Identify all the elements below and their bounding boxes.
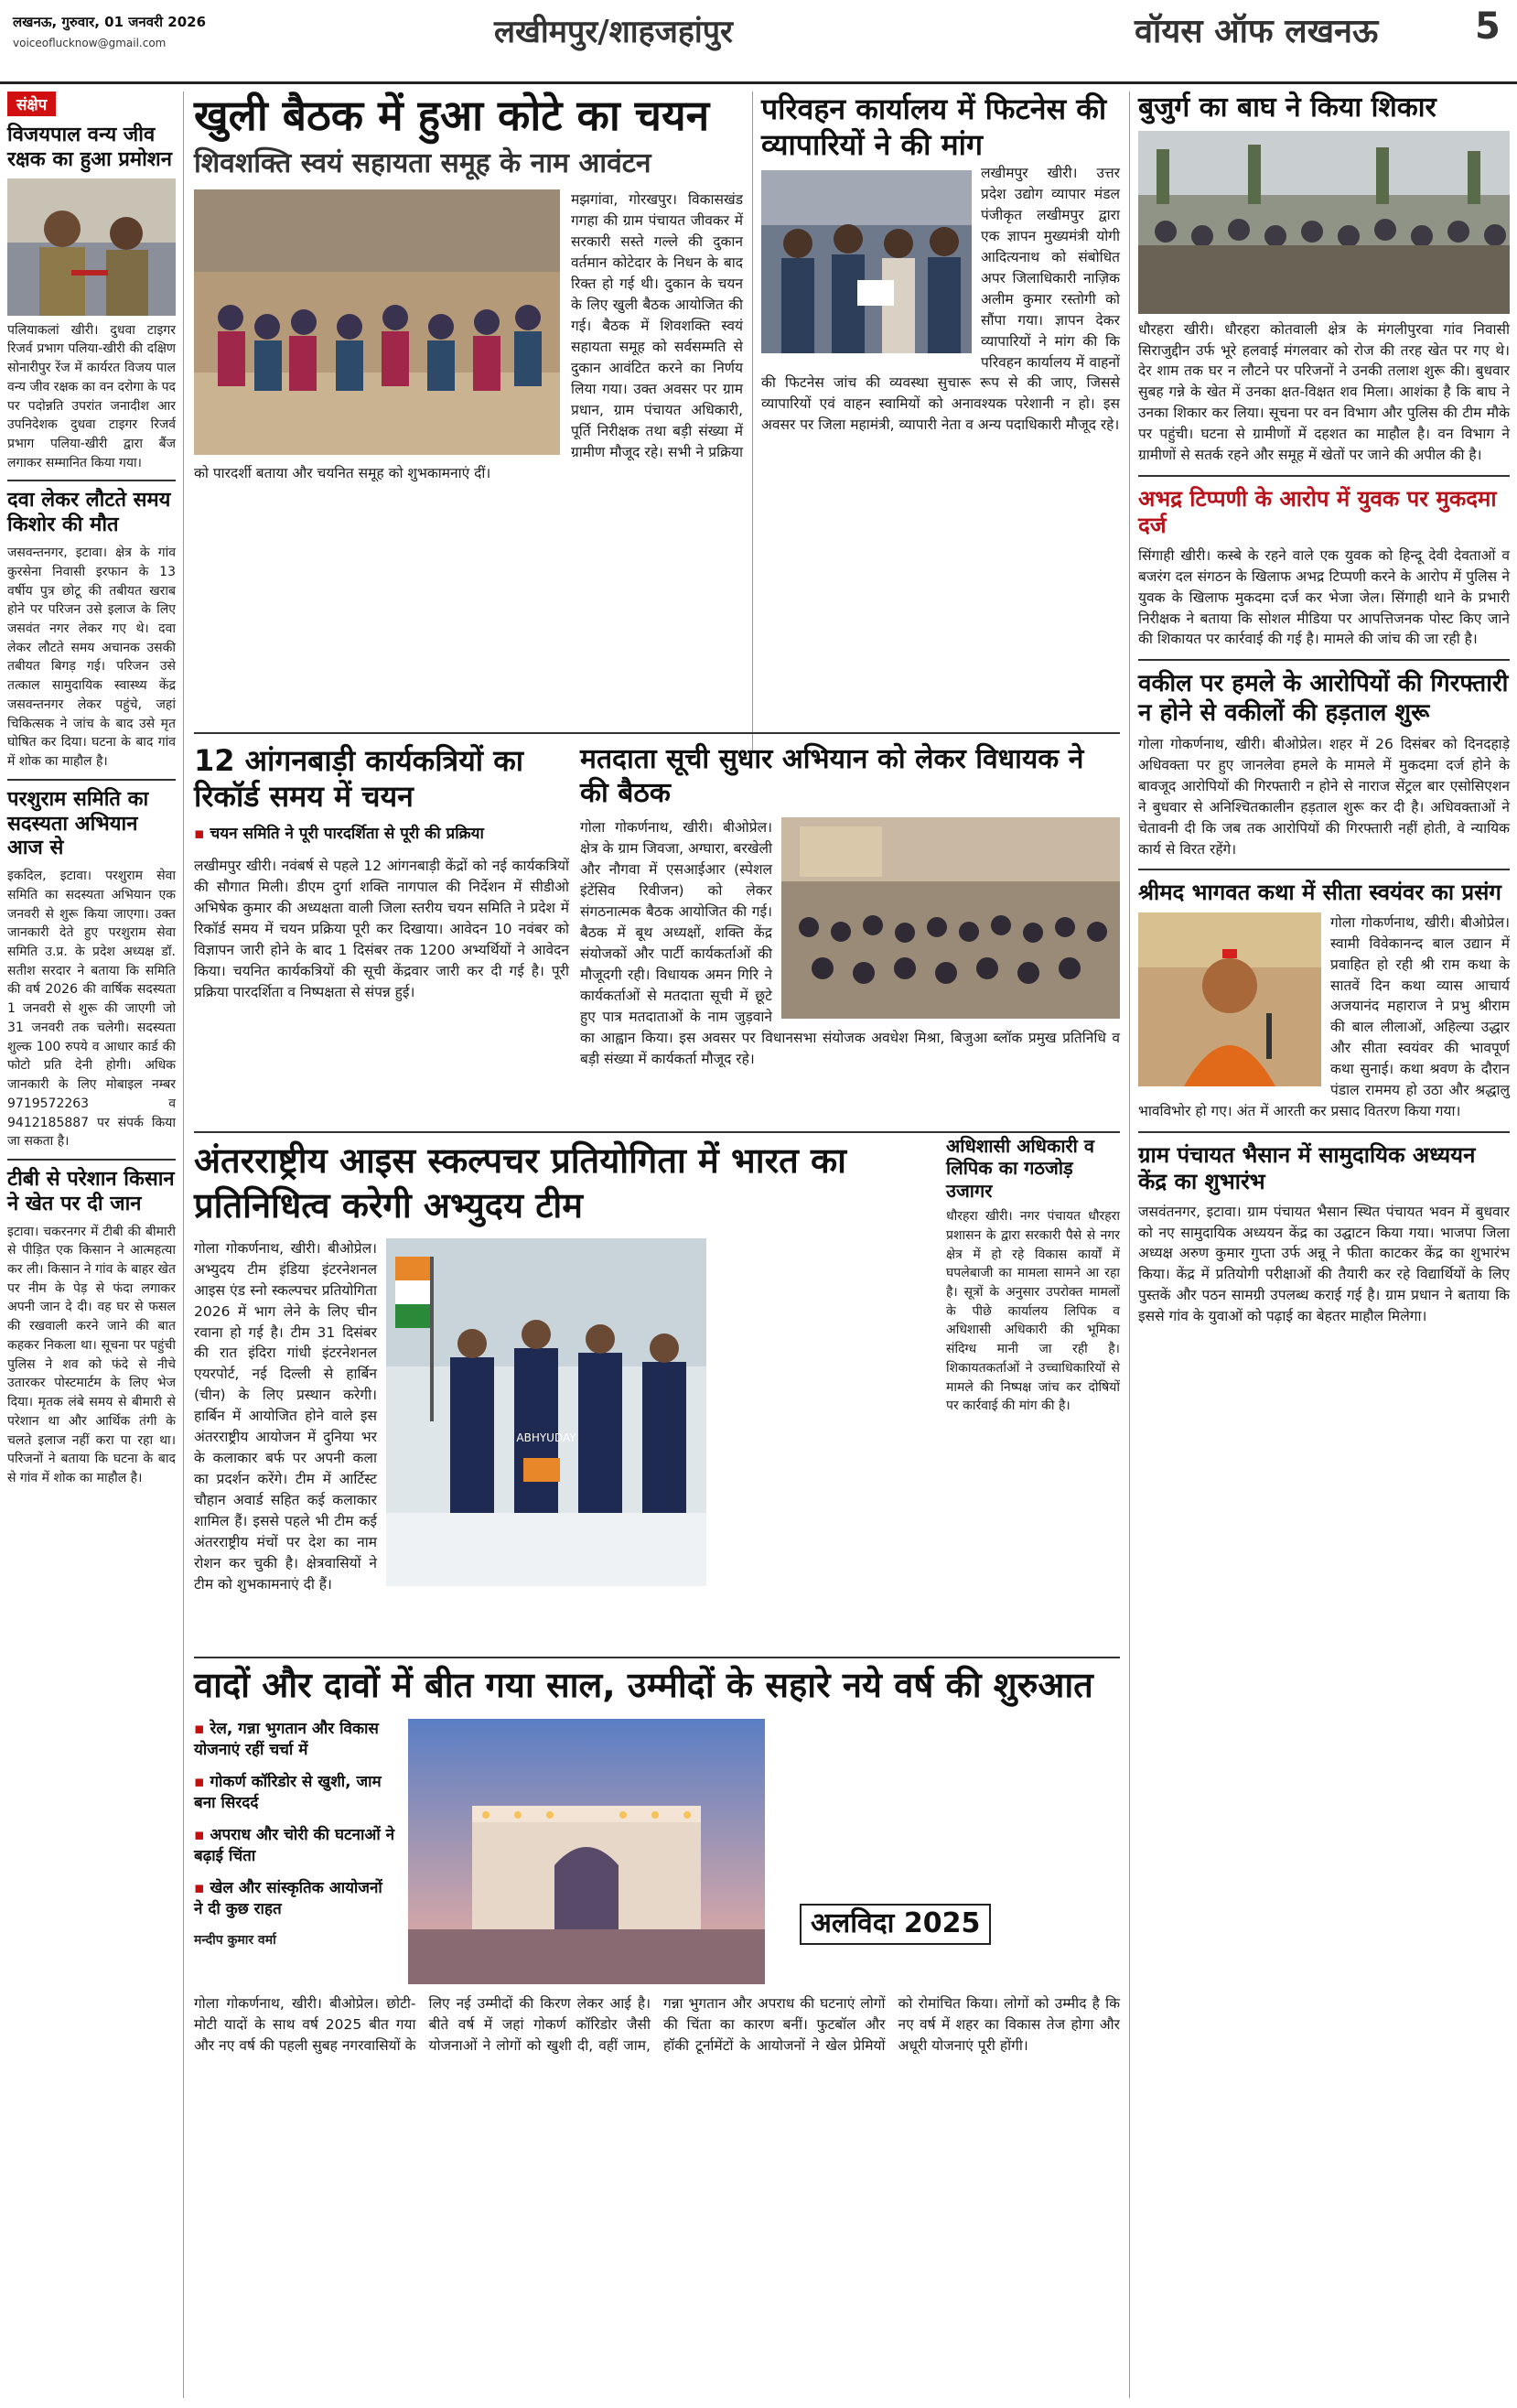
memorandum-photo <box>761 170 972 353</box>
separator <box>194 732 1120 734</box>
adhishasi-headline: अधिशासी अधिकारी व लिपिक का गठजोड़ उजागर <box>946 1135 1094 1202</box>
separator <box>194 1657 1120 1658</box>
right-column <box>1138 92 1510 2398</box>
brief-headline: दवा लेकर लौटते समय किशोर की मौत <box>7 489 171 537</box>
edition-title: लखीमपुर/शाहजहांपुर <box>494 14 733 50</box>
brief-headline: परशुराम समिति का सदस्यता अभियान आज से <box>7 787 149 860</box>
adhishasi-body: धौरहरा खीरी। नगर पंचायत धौरहरा प्रशासन के द्वारा सरकारी पैसे से नगर क्षेत्र में हो रहे विकास कार्यों में घपलेबाजी का मामला सामने आ रहा है। सूत्रों के अनुसार उपरोक्त मामलों के पीछे कार्यालय लिपिक व अधिशासी अधिकारी की भूमिका संदिग्ध मानी जा रही है। शिकायतकर्ताओं ने उच्चाधिकारियों से मामले की निष्पक्ष जांच कर दोषियों पर कार्रवाई की मांग की है। <box>946 1209 1120 1414</box>
column-divider <box>752 92 753 750</box>
matdata-body: गोला गोकर्णनाथ, खीरी। बीओप्रेल। क्षेत्र के ग्राम जिवजा, अग्घारा, बरखेली और नौगवा में एसआईआर (स्पेशल इंटेंसिव रिवीजन) को लेकर संगठनात्मक बैठक आयोजित की गई। बैठक में बूथ अध्यक्षों, शक्ति केंद्र संयोजकों और पार्टी कार्यकर्ताओं की मौजूदगी रही। विधायक अमन गिरि ने कार्यकर्ताओं से मतदाता सूची में छूटे हुए पात्र मतदाताओं के नाम जुड़वाने का आह्वान किया। इस अवसर पर विधानसभा संयोजक अवधेश मिश्रा, बिजुआ ब्लॉक प्रमुख प्रतिनिधि व बड़ी संख्या में कार्यकर्ता मौजूद रहे। <box>580 819 1120 1067</box>
abhadra-headline: अभद्र टिप्पणी के आरोप में युवक पर मुकदमा दर्ज <box>1138 486 1497 539</box>
anganwadi-body: लखीमपुर खीरी। नवंबर्ष से पहले 12 आंगनबाड़ी केंद्रों को नई कार्यकत्रियों की सौगात मिली। डीएम दुर्गा शक्ति नागपाल की निर्देशन में सीडीओ अभिषेक कुमार की अध्यक्षता वाली जिला स्तरीय चयन समिति ने प्रदेश में रिकॉर्ड समय में चयन प्रक्रिया पूरी कर दिखाया। आवेदन 10 नवंबर को विज्ञापन जारी होने के बाद 1 दिसंबर तक 1200 अभ्यर्थियों ने आवेदन किया। चयनित कार्यकत्रियों की सूची केंद्रवार जारी कर दी गई है। पूरी प्रक्रिया पारदर्शिता व निष्पक्षता से संपन्न हुई। <box>194 858 569 1000</box>
vidhayak-meeting-photo <box>781 817 1120 1019</box>
newspaper-logo: वॉयस ऑफ लखनऊ <box>1135 13 1379 50</box>
page-number: 5 <box>1475 5 1501 48</box>
brief-body: इटावा। चकरनगर में टीबी की बीमारी से पीड़ित एक किसान ने आत्महत्या कर ली। किसान ने गांव के बाहर खेत पर नीम के पेड़ से फंदा लगाकर अपनी जान दे दी। वह घर से फसल की रखवाली करने जाने की बात कहकर निकला था। सूचना पर पहुंची पुलिस ने शव को फंदे से नीचे उतारकर पोस्टमार्टम के लिए भेज दिया। मृतक लंबे समय से बीमारी से परेशान था और आर्थिक तंगी के चलते इलाज नहीं करा पा रहा था। परिजनों ने बताया कि घटना के बाद से गांव में शोक का माहौल है। <box>7 1224 176 1485</box>
brief-body: पलियाकलां खीरी। दुधवा टाइगर रिजर्व प्रभाग पलिया-खीरी की दक्षिण सोनारीपुर रेंज में कार्यरत विजय पाल वन्य जीव रक्षक का वन दरोगा के पद पर पदोन्नति उपरांत जनादीश आर उपनिदेशक दुधवा टाइगर रिजर्व प्रभाग पलिया-खीरी द्वारा बैंज लगाकर सम्मानित किया गया। <box>7 322 176 470</box>
brief-news-column <box>7 92 176 2398</box>
year-headline: वादों और दावों में बीत गया साल, उम्मीदों के सहारे नये वर्ष की शुरुआत <box>194 1665 1093 1705</box>
separator <box>7 1159 176 1161</box>
lead-story <box>194 92 743 723</box>
matdata-story <box>580 743 1120 1128</box>
byline: मन्दीप कुमार वर्मा <box>194 1932 276 1948</box>
separator <box>1138 475 1510 477</box>
anganwadi-story <box>194 743 569 1128</box>
lead-body: मझगांवा, गोरखपुर। विकासखंड गगहा की ग्राम पंचायत जीवकर में सरकारी सस्ते गल्ले की दुकान वर्तमान कोटेदार के निधन के बाद रिक्त हो गई थी। दुकान के चयन के लिए खुली बैठक आयोजित की गई। बैठक में शिवशक्ति स्वयं सहायता समूह को सर्वसम्मति से दुकान आवंटित करने का निर्णय लिया गया। उक्त अवसर पर ग्राम प्रधान, ग्राम पंचायत अधिकारी, पूर्ति निरीक्षक तथा बड़ी संख्या में ग्रामीण मौजूद रहे। सभी ने प्रक्रिया को पारदर्शी बताया और चयनित समूह को शुभकामनाएं दीं। <box>194 191 743 481</box>
separator <box>1138 869 1510 870</box>
brief-headline: टीबी से परेशान किसान ने खेत पर दी जान <box>7 1167 175 1215</box>
transport-body: लखीमपुर खीरी। उत्तर प्रदेश उद्योग व्यापार मंडल पंजीकृत लखीमपुर द्वारा एक ज्ञापन मुख्यमंत्री योगी आदित्यनाथ को संबोधित अपर जिलाधिकारी नाज़िक अलीम कुमार रस्तोगी को सौंपा गया। ज्ञापन देकर व्यापारियों ने मांग की कि परिवहन कार्यालय में वाहनों की फिटनेस जांच की व्यवस्था सुचारू रूप से की जाए, जिससे व्यापारियों एवं वाहन स्वामियों को अनावश्यक परेशानी न हो। इस अवसर पर जिला महामंत्री, व्यापारी नेता व अन्य पदाधिकारी मौजूद रहे। <box>761 165 1120 434</box>
adhishasi-story <box>946 1135 1120 1657</box>
abhadra-body: सिंगाही खीरी। कस्बे के रहने वाले एक युवक को हिन्दू देवी देवताओं व बजरंग दल संगठन के खिलाफ अभद्र टिप्पणी करने के आरोप में पुलिस ने युवक के खिलाफ मुकदमा दर्ज कर भेजा जेल। सिंगाही थाने के प्रभारी निरीक्षक ने बताया कि सोशल मीडिया पर आपत्तिजनक पोस्ट किए जाने की शिकायत पर कार्रवाई की गई है। मामले की जांच की जा रही है। <box>1138 546 1510 648</box>
lead-headline: खुली बैठक में हुआ कोटे का चयन <box>194 91 710 140</box>
gram-headline: ग्राम पंचायत भैसान में सामुदायिक अध्ययन केंद्र का शुभारंभ <box>1138 1142 1476 1195</box>
year-body: गोला गोकर्णनाथ, खीरी। बीओप्रेल। छोटी-मोटी यादों के साथ वर्ष 2025 बीत गया और नए वर्ष की पहली सुबह नगरवासियों के लिए नई उम्मीदों की किरण लेकर आई है। बीते वर्ष में जहां गोकर्ण कॉरिडोर जैसी योजनाओं ने लोगों को खुशी दी, वहीं जाम, गन्ना भुगतान और अपराध की घटनाएं लोगों की चिंता का कारण बनीं। फुटबॉल और हॉकी टूर्नामेंटों के आयोजनों ने खेल प्रेमियों को रोमांचित किया। लोगों को उम्मीद है कि नए वर्ष में शहर का विकास तेज होगा और अधूरी योजनाएं पूरी होंगी। <box>194 1995 1120 2055</box>
crowd-photo <box>1138 131 1510 314</box>
brief-headline: विजयपाल वन्य जीव रक्षक का हुआ प्रमोशन <box>7 124 172 171</box>
meeting-photo <box>194 189 560 455</box>
bhagwat-body: गोला गोकर्णनाथ, खीरी। बीओप्रेल। स्वामी विवेकानन्द बाल उद्यान में प्रवाहित हो रही श्री राम कथा के सातवें दिन कथा व्यास आचार्य अजयानंद महाराज ने प्रभु श्रीराम की बाल लीलाओं, अहिल्या उद्धार और सीता स्वयंवर की भावपूर्ण कथा सुनाई। कथा श्रवण के दौरान पंडाल राममय हो उठा और श्रद्धालु भावविभोर हो गए। अंत में आरती कर प्रसाद वितरण किया गया। <box>1138 913 1510 1120</box>
separator <box>7 480 176 481</box>
vakil-headline: वकील पर हमले के आरोपियों की गिरफ्तारी न होने से वकीलों की हड़ताल शुरू <box>1138 670 1509 728</box>
year-highlight: ▪ रेल, गन्ना भुगतान और विकास योजनाएं रहीं चर्चा में <box>194 1719 395 1761</box>
year-end-story <box>194 1664 1120 2398</box>
separator <box>7 779 176 781</box>
bhagwat-headline: श्रीमद भागवत कथा में सीता स्वयंवर का प्रसंग <box>1138 880 1501 906</box>
tiger-body: धौरहरा खीरी। धौरहरा कोतवाली क्षेत्र के मंगलीपुरवा गांव निवासी सिराजुद्दीन उर्फ भूरे हलवाई मंगलवार को रोज की तरह खेत पर गए थे। देर शाम तक घर न लौटने पर परिजनों ने उनकी तलाश शुरू की। बुधवार सुबह गन्ने के खेत में उनका क्षत-विक्षत शव मिला। आशंका है कि बाघ ने उनका शिकार कर लिया। सूचना पर वन विभाग और पुलिस की टीम मौके पर पहुंची। घटना से ग्रामीणों में दहशत का माहौल है। वन विभाग ने ग्रामीणों से सतर्क रहने और समूह में खेतों पर जाने की अपील की है। <box>1138 320 1510 464</box>
separator <box>194 1131 1120 1133</box>
transport-story <box>761 92 1120 723</box>
team-photo <box>386 1238 706 1586</box>
alvida-badge: अलविदा 2025 <box>800 1904 991 1945</box>
officer-photo <box>7 178 176 316</box>
separator <box>1138 659 1510 661</box>
brief-body: जसवन्तनगर, इटावा। क्षेत्र के गांव कुरसेना निवासी इरफान के 13 वर्षीय पुत्र छोटू की तबीयत खराब होने पर परिजन उसे इलाज के लिए जसवंत नगर लेकर गए थे। दवा लेकर लौटते समय अचानक उसकी तबीयत बिगड़ गई। परिजन उसे तत्काल सामुदायिक स्वास्थ्य केंद्र जसवन्तनगर लेकर पहुंचे, जहां चिकित्सक ने जांच के बाद उसे मृत घोषित कर दिया। घटना के बाद गांव में शोक का माहौल है। <box>7 545 176 769</box>
contact-email[interactable]: voiceoflucknow@gmail.com <box>13 37 167 49</box>
separator <box>1138 1131 1510 1133</box>
vakil-body: गोला गोकर्णनाथ, खीरी। बीओप्रेल। शहर में 26 दिसंबर को दिनदहाड़े अधिवक्ता पर हुए जानलेवा हमले के मामले में मुकदमा दर्ज होने के बावजूद आरोपियों की गिरफ्तारी न होने से नाराज सेंट्रल बार एसोसिएशन ने बुधवार से अनिश्चितकालीन हड़ताल शुरू कर दी है। अधिवक्ताओं ने चेतावनी दी कि जब तक आरोपियों की गिरफ्तारी नहीं होती, वे न्यायिक कार्य से विरत रहेंगे। <box>1138 735 1510 858</box>
anganwadi-highlight: ▪ चयन समिति ने पूरी पारदर्शिता से पूरी की प्रक्रिया <box>194 824 569 845</box>
issue-date: लखनऊ, गुरुवार, 01 जनवरी 2026 <box>13 14 207 30</box>
column-divider <box>183 92 184 2398</box>
anganwadi-headline: 12 आंगनबाड़ी कार्यकत्रियों का रिकॉर्ड समय में चयन <box>194 743 524 815</box>
gram-body: जसवंतनगर, इटावा। ग्राम पंचायत भैसान स्थित पंचायत भवन में बुधवार को नए सामुदायिक अध्ययन केंद्र का उद्घाटन किया गया। भाजपा जिला अध्यक्ष अरुण कुमार गुप्ता उर्फ अन्नू ने फीता काटकर केंद्र का शुभारंभ किया। केंद्र में प्रतियोगी परीक्षाओं की तैयारी कर रहे विद्यार्थियों के लिए पुस्तकें और पठन सामग्री उपलब्ध कराई गई है। ग्राम प्रधान ने बताया कि इससे गांव के युवाओं को पढ़ाई का बेहतर माहौल मिलेगा। <box>1138 1203 1510 1325</box>
year-highlight: ▪ गोकर्ण कॉरिडोर से खुशी, जाम बना सिरदर्द <box>194 1772 395 1814</box>
team-banner: ABHYUDAY <box>516 1431 576 1444</box>
brief-body: इकदिल, इटावा। परशुराम सेवा समिति का सदस्यता अभियान एक जनवरी से शुरू किया जाएगा। उक्त जानकारी देते हुए परशुराम सेवा समिति उ.प्र. के प्रदेश अध्यक्ष डॉ. सतीश सरदार ने बताया कि समिति की वर्ष 2026 की वार्षिक सदस्यता 1 जनवरी से शुरू की जाएगी जो 31 जनवरी तक चलेगी। सदस्यता शुल्क 100 रुपये व आधार कार्ड की फोटो प्रति देनी होगी। अधिक जानकारी के लिए मोबाइल नम्बर 9719572263 व 9412185887 पर संपर्क किया जा सकता है। <box>7 869 176 1150</box>
column-divider <box>1129 92 1130 2398</box>
masthead <box>0 0 1517 84</box>
brief-tag: संक्षेप <box>7 92 56 116</box>
tiger-headline: बुजुर्ग का बाघ ने किया शिकार <box>1138 92 1436 124</box>
corridor-photo <box>408 1719 765 1984</box>
lead-subhead: शिवशक्ति स्वयं सहायता समूह के नाम आवंटन <box>194 146 651 179</box>
ice-headline: अंतरराष्ट्रीय आइस स्कल्पचर प्रतियोगिता में भारत का प्रतिनिधित्व करेगी अभ्युदय टीम <box>194 1140 847 1226</box>
ice-story <box>194 1139 939 1651</box>
year-highlight: ▪ अपराध और चोरी की घटनाओं ने बढ़ाई चिंता <box>194 1825 395 1867</box>
year-highlight: ▪ खेल और सांस्कृतिक आयोजनों ने दी कुछ राहत <box>194 1878 395 1920</box>
ice-body: गोला गोकर्णनाथ, खीरी। बीओप्रेल। अभ्युदय टीम इंडिया इंटरनेशनल आइस एंड स्नो स्कल्पचर प्रतियोगिता 2026 में भाग लेने के लिए चीन रवाना हो गई है। टीम 31 दिसंबर की रात इंदिरा गांधी इंटरनेशनल एयरपोर्ट, नई दिल्ली से हार्बिन (चीन) के लिए प्रस्थान करेगी। हार्बिन में आयोजित होने वाले इस अंतरराष्ट्रीय आयोजन में दुनिया भर के कलाकार बर्फ पर अपनी कला का प्रदर्शन करेंगे। टीम में आर्टिस्ट चौहान अवार्ड सहित कई कलाकार शामिल हैं। इससे पहले भी टीम कई अंतरराष्ट्रीय मंचों पर देश का नाम रोशन कर चुकी है। क्षेत्रवासियों ने टीम को शुभकामनाएं दी हैं। <box>194 1239 377 1593</box>
transport-headline: परिवहन कार्यालय में फिटनेस की व्यापारियों ने की मांग <box>761 92 1107 163</box>
matdata-headline: मतदाता सूची सुधार अभियान को लेकर विधायक ने की बैठक <box>580 743 1084 809</box>
preacher-photo <box>1138 912 1321 1086</box>
